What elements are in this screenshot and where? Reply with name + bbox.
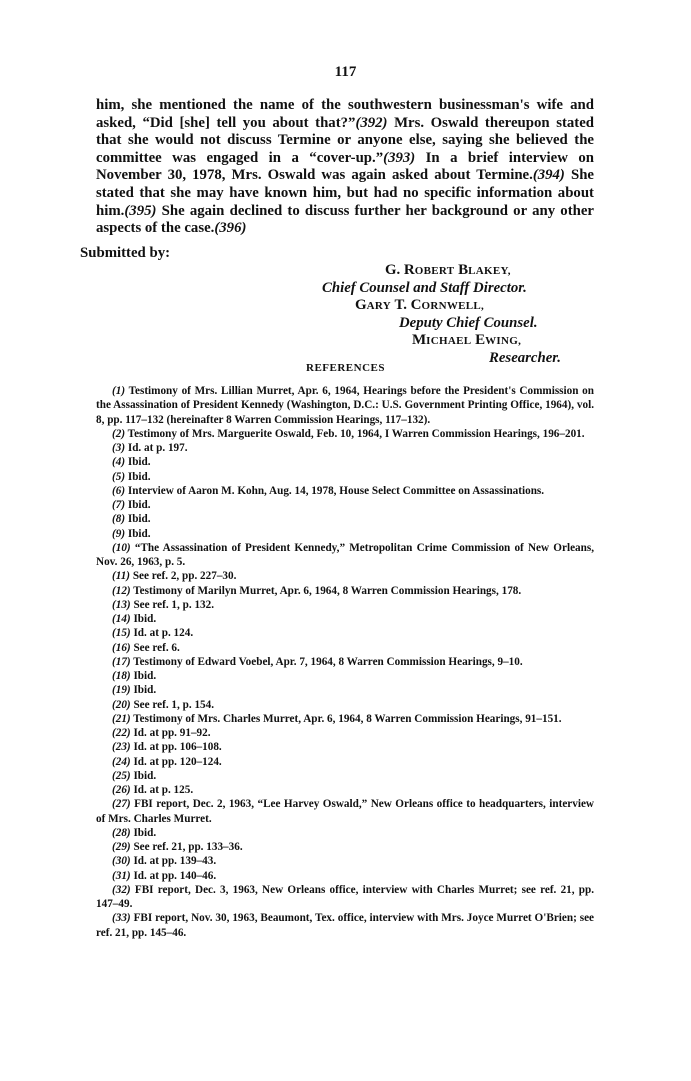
citation-395: (395) [124,202,157,219]
reference-item [96,527,594,541]
reference-item [96,598,594,612]
reference-number: (4) [112,456,126,469]
reference-text: Id. at pp. 91–92. [133,727,211,739]
reference-text: FBI report, Nov. 30, 1963, Beaumont, Tex. office, interview with Mrs. Joyce Murret O'Brien; see ref. 21, pp. 145–46. [96,912,595,939]
reference-item [96,641,594,655]
reference-item [96,498,594,512]
citation-394: (394) [532,167,565,184]
reference-item [96,470,594,484]
reference-number: (20) [112,698,131,711]
reference-text: Id. at p. 197. [127,442,188,454]
reference-number: (30) [112,855,131,868]
reference-number: (25) [112,769,131,782]
reference-number: (6) [112,484,126,497]
submitted-by-label: Submitted by: [80,245,171,261]
reference-text: See ref. 21, pp. 133–36. [133,841,243,853]
reference-text: Id. at p. 124. [133,627,194,640]
signatory-title-cornwell: Deputy Chief Counsel. [399,315,538,331]
reference-item [96,840,594,854]
signatory-title-blakey: Chief Counsel and Staff Director. [322,280,527,296]
reference-text: “The Assassination of President Kennedy,” Metropolitan Crime Commission of New Orleans, Nov. 26, 1963, p. 5. [96,541,594,568]
reference-text: Ibid. [127,513,151,526]
reference-text: Id. at pp. 120–124. [133,755,222,768]
reference-number: (3) [112,442,126,454]
body-text-4: She stated that she may have known him, but had no specific information about him. [96,167,594,219]
citation-393: (393) [383,149,416,166]
reference-number: (32) [112,883,131,896]
reference-item [96,698,594,712]
reference-text: Ibid. [133,826,157,839]
reference-item [96,712,594,726]
reference-item [96,740,594,754]
body-text-2: Mrs. Oswald thereupon stated that she would not discuss Termine or anyone else, saying she believed the committee was engaged in a “cover-up.” [96,114,595,166]
reference-text: Ibid. [133,684,157,697]
reference-text: See ref. 2, pp. 227–30. [132,570,237,583]
reference-item [96,384,594,427]
reference-number: (26) [112,784,131,796]
reference-item [96,441,594,455]
reference-text: Ibid. [133,769,157,782]
reference-item [96,584,594,598]
reference-item [96,484,594,498]
reference-number: (33) [112,912,131,925]
signatory-name-cornwell: GARY T. CORNWELL, [355,297,485,313]
reference-item [96,797,594,826]
reference-text: Ibid. [127,456,151,469]
reference-item [96,541,594,570]
reference-text: FBI report, Dec. 2, 1963, “Lee Harvey Oswald,” New Orleans office to headquarters, interview of Mrs. Charles Murret. [96,798,595,825]
reference-item [96,883,594,912]
reference-number: (5) [112,470,126,483]
reference-item [96,612,594,626]
reference-text: Testimony of Mrs. Marguerite Oswald, Feb. 10, 1964, I Warren Commission Hearings, 196–201. [127,427,585,440]
reference-number: (27) [112,798,131,811]
reference-text: Testimony of Mrs. Charles Murret, Apr. 6, 1964, 8 Warren Commission Hearings, 91–151. [133,712,562,725]
reference-text: See ref. 1, p. 132. [133,598,215,611]
reference-item [96,854,594,868]
reference-number: (17) [112,655,131,668]
reference-item [96,683,594,697]
reference-number: (7) [112,499,126,511]
reference-text: FBI report, Dec. 3, 1963, New Orleans office, interview with Charles Murret; see ref. 21, pp. 147–49. [96,883,595,910]
reference-text: See ref. 6. [133,641,180,654]
reference-item [96,769,594,783]
reference-item [96,427,594,441]
citation-392: (392) [355,114,388,131]
reference-text: Testimony of Edward Voebel, Apr. 7, 1964, 8 Warren Commission Hearings, 9–10. [133,655,523,668]
reference-text: See ref. 1, p. 154. [133,698,215,711]
reference-number: (21) [112,712,131,725]
reference-text: Id. at p. 125. [133,784,194,796]
reference-item [96,726,594,740]
references-list [96,384,594,940]
reference-text: Testimony of Mrs. Lillian Murret, Apr. 6, 1964, Hearings before the President's Commission on the Assassination of President Kennedy (Washington, D.C.: U.S. Government Printing Office, 1964), vol. 8, pp. 117–132 (hereinafter 8 Warren Commission Hearings, 117–132). [96,385,594,426]
reference-item [96,826,594,840]
reference-item [96,655,594,669]
reference-item [96,669,594,683]
reference-text: Ibid. [127,527,151,540]
reference-number: (10) [112,541,131,554]
reference-number: (14) [112,613,131,625]
reference-number: (16) [112,641,131,654]
reference-item [96,911,594,940]
reference-item [96,512,594,526]
reference-item [96,626,594,640]
body-text-5: She again declined to discuss further her background or any other aspects of the case. [96,202,594,237]
body-text-1: him, she mentioned the name of the southwestern businessman's wife and asked, “Did [she] tell you about that?” [96,97,594,131]
reference-number: (22) [112,727,131,739]
body-text-3: In a brief interview on November 30, 1978, Mrs. Oswald was again asked about Termine. [96,149,594,184]
reference-number: (31) [112,869,131,882]
reference-number: (11) [112,570,131,583]
signatory-name-ewing: MICHAEL EWING, [412,332,522,348]
signatory-name-blakey: G. ROBERT BLAKEY, [385,262,511,278]
reference-item [96,869,594,883]
reference-item [96,755,594,769]
references-heading: REFERENCES [306,362,385,374]
reference-number: (1) [112,385,126,397]
reference-number: (15) [112,627,131,640]
page-number: 117 [334,64,357,80]
reference-text: Testimony of Marilyn Murret, Apr. 6, 1964, 8 Warren Commission Hearings, 178. [133,584,522,597]
reference-number: (18) [112,670,131,682]
citation-396: (396) [214,220,247,237]
signatory-title-ewing: Researcher. [489,350,561,366]
reference-item [96,569,594,583]
reference-text: Interview of Aaron M. Kohn, Aug. 14, 1978, House Select Committee on Assassinations. [127,484,545,497]
reference-number: (29) [112,841,131,853]
reference-text: Ibid. [127,470,151,483]
reference-number: (23) [112,741,131,754]
reference-item [96,783,594,797]
reference-text: Id. at pp. 139–43. [133,855,217,868]
reference-text: Ibid. [133,613,157,625]
reference-number: (9) [112,527,126,540]
reference-number: (19) [112,684,131,697]
reference-text: Id. at pp. 140–46. [133,869,217,882]
reference-number: (13) [112,598,131,611]
reference-number: (12) [112,584,131,597]
reference-text: Ibid. [133,670,157,682]
reference-text: Id. at pp. 106–108. [133,741,222,754]
reference-text: Ibid. [127,499,151,511]
reference-number: (28) [112,826,131,839]
reference-item [96,455,594,469]
reference-number: (2) [112,427,126,440]
reference-number: (8) [112,513,126,526]
reference-number: (24) [112,755,131,768]
